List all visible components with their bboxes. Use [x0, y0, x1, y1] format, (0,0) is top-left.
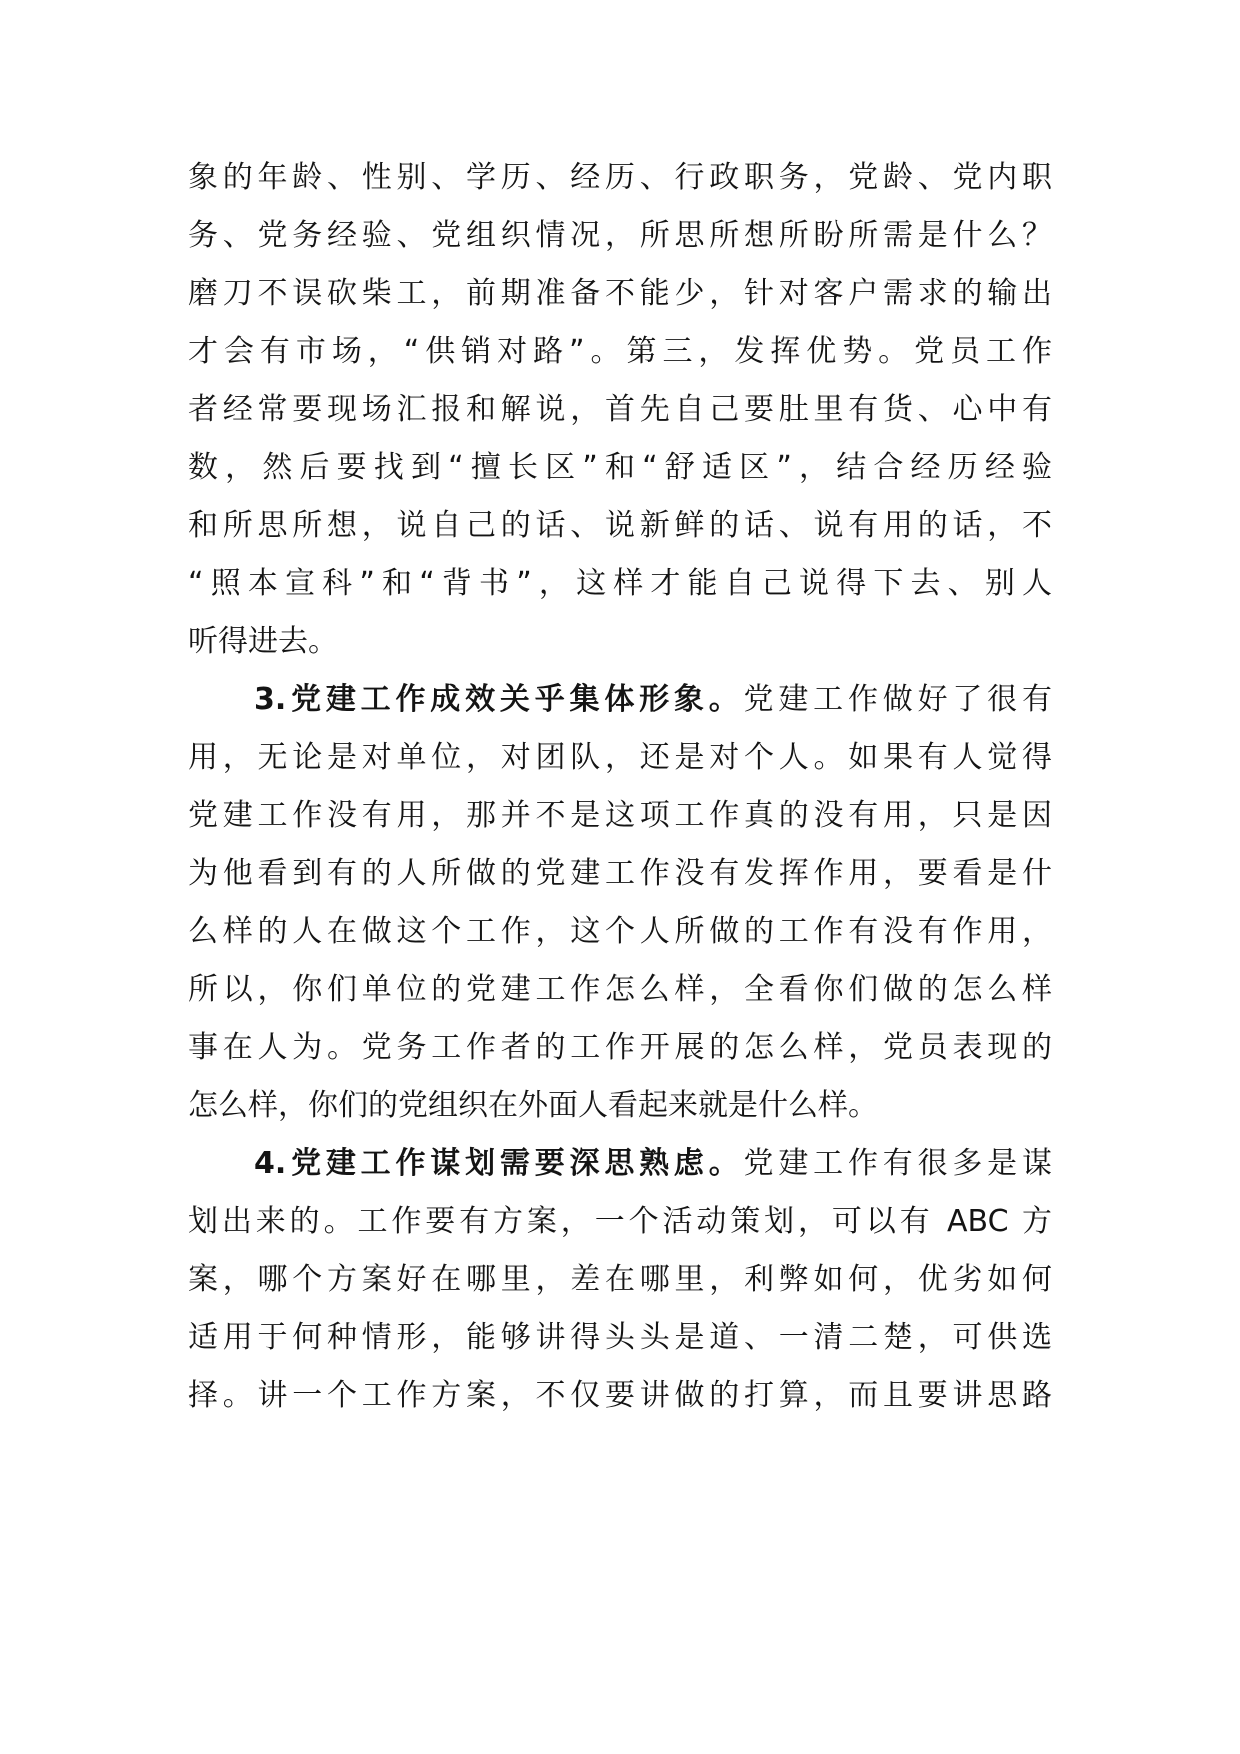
text-line: 划出来的。工作要有方案，一个活动策划，可以有 ABC 方 [188, 1204, 1052, 1239]
text-line: 党建工作没有用，那并不是这项工作真的没有用，只是因 [188, 798, 1052, 833]
paragraph-first-line [254, 668, 1052, 732]
text-line: 案，哪个方案好在哪里，差在哪里，利弊如何，优劣如何 [188, 1262, 1052, 1297]
text-line: 数，然后要找到“擅长区”和“舒适区”，结合经历经验 [188, 450, 1052, 485]
paragraph-heading: 3.党建工作成效关乎集体形象。 [254, 682, 744, 717]
text-span: 党建工作有很多是谋 [743, 1146, 1052, 1181]
text-line: 事在人为。党务工作者的工作开展的怎么样，党员表现的 [188, 1030, 1052, 1065]
text-line: 听得进去。 [188, 624, 338, 659]
text-line: 务、党务经验、党组织情况，所思所想所盼所需是什么？ [188, 218, 1052, 253]
text-line: 用，无论是对单位，对团队，还是对个人。如果有人觉得 [188, 740, 1052, 775]
text-line: 者经常要现场汇报和解说，首先自己要肚里有货、心中有 [188, 392, 1052, 427]
text-line: 么样的人在做这个工作，这个人所做的工作有没有作用， [188, 914, 1052, 949]
paragraph-first-line [254, 1132, 1052, 1196]
text-span: 党建工作做好了很有 [743, 682, 1052, 717]
text-line: 和所思所想，说自己的话、说新鲜的话、说有用的话，不 [188, 508, 1052, 543]
text-line: 象的年龄、性别、学历、经历、行政职务，党龄、党内职 [188, 160, 1052, 195]
paragraph-heading: 4.党建工作谋划需要深思熟虑。 [254, 1146, 744, 1181]
text-line: 择。讲一个工作方案，不仅要讲做的打算，而且要讲思路 [188, 1378, 1052, 1413]
text-line: 怎么样，你们的党组织在外面人看起来就是什么样。 [188, 1088, 878, 1123]
text-line: 为他看到有的人所做的党建工作没有发挥作用，要看是什 [188, 856, 1052, 891]
text-line: 适用于何种情形，能够讲得头头是道、一清二楚，可供选 [188, 1320, 1052, 1355]
text-line: “照本宣科”和“背书”，这样才能自己说得下去、别人 [188, 566, 1052, 601]
text-line: 磨刀不误砍柴工，前期准备不能少，针对客户需求的输出 [188, 276, 1052, 311]
text-line: 所以，你们单位的党建工作怎么样，全看你们做的怎么样 [188, 972, 1052, 1007]
text-line: 才会有市场，“供销对路”。第三，发挥优势。党员工作 [188, 334, 1052, 369]
